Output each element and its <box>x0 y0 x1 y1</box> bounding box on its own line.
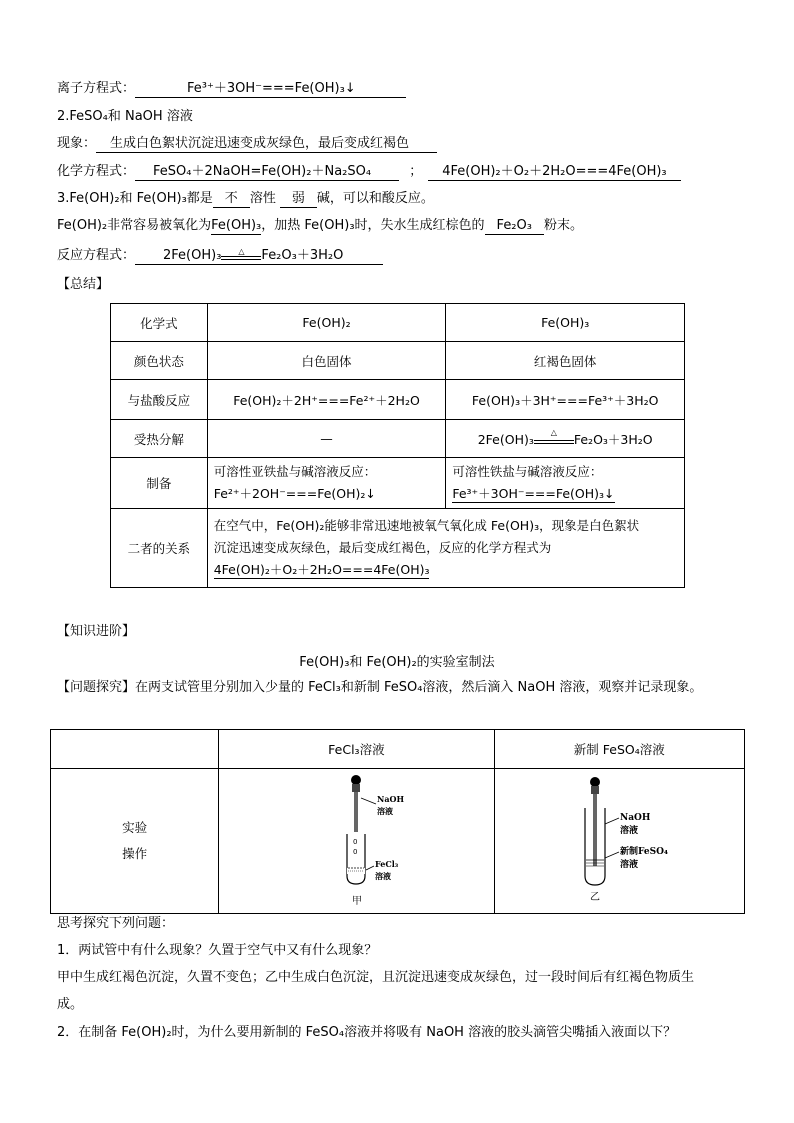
section-2-title: 2.FeSO₄和 NaOH 溶液 <box>57 109 193 124</box>
think-title: 思考探究下列问题： <box>57 916 175 931</box>
row-label-line-2: 操作 <box>122 846 148 861</box>
advanced-title: 【知识进阶】 <box>57 624 136 639</box>
chem-equation-label: 化学方程式： <box>57 164 136 179</box>
section-3-line <box>57 190 434 208</box>
prep-desc-a: 可溶性亚铁盐与碱溶液反应： <box>213 464 377 479</box>
summary-cell: — <box>207 420 446 458</box>
label-naoh-a: NaOH <box>377 793 405 804</box>
heat-condition-arrow <box>534 428 574 447</box>
summary-header-cell: Fe(OH)₃ <box>446 304 685 342</box>
summary-row-name: 二者的关系 <box>111 509 208 588</box>
ionic-equation-line <box>57 80 406 98</box>
label-naoh-b: NaOH <box>620 812 651 823</box>
summary-title: 【总结】 <box>57 277 110 292</box>
test-tube-figure-yi <box>549 770 689 910</box>
summary-cell: 红褐色固体 <box>446 342 685 380</box>
summary-row <box>111 509 685 588</box>
section-3-blank-1: 不 <box>213 191 250 208</box>
experiment-header-cell: 新制 FeSO₄溶液 <box>494 730 744 769</box>
label-naoh-a-2: 溶液 <box>377 805 394 816</box>
experiment-header-row <box>51 730 745 769</box>
relation-text-1: 在空气中，Fe(OH)₂能够非常迅速地被氧气氧化成 Fe(OH)₃，现象是白色絮状 <box>213 518 640 533</box>
summary-header-row <box>111 304 685 342</box>
section-3-mid: 溶性 <box>249 191 276 206</box>
heat-symbol: △ <box>550 428 557 437</box>
figure-caption-jia: 甲 <box>352 895 363 907</box>
figure-caption-yi: 乙 <box>590 891 601 903</box>
oxidation-line <box>57 217 583 235</box>
row-label-line-1: 实验 <box>122 820 148 835</box>
experiment-row-label <box>51 769 219 914</box>
label-fecl3: FeCl₃ <box>375 858 399 869</box>
answer-1-line-1: 甲中生成红褐色沉淀，久置不变色；乙中生成白色沉淀，且沉淀迅速变成灰绿色，过一段时间后有红褐色物质生 <box>57 970 695 985</box>
relation-equation: 4Fe(OH)₂＋O₂＋2H₂O===4Fe(OH)₃ <box>213 562 430 577</box>
summary-row <box>111 380 685 420</box>
chem-equation-separator: ； <box>409 164 423 179</box>
summary-row-name: 颜色状态 <box>111 342 208 380</box>
summary-header-cell: 化学式 <box>111 304 208 342</box>
question-2: 2．在制备 Fe(OH)₂时，为什么要用新制的 FeSO₄溶液并将吸有 NaOH 溶液的胶头滴管尖嘴插入液面以下？ <box>57 1025 677 1040</box>
experiment-header-cell <box>51 730 219 769</box>
reaction-right: Fe₂O₃＋3H₂O <box>261 248 344 263</box>
prep-desc-b: 可溶性铁盐与碱溶液反应： <box>452 464 603 479</box>
summary-table <box>110 303 685 588</box>
question-intro <box>57 679 702 697</box>
reaction-equation-answer <box>135 248 383 265</box>
label-feso4-2: 溶液 <box>620 859 639 870</box>
reaction-left: 2Fe(OH)₃ <box>163 248 222 263</box>
summary-row <box>111 458 685 509</box>
decomp-right: Fe₂O₃＋3H₂O <box>573 431 653 447</box>
summary-row <box>111 342 685 380</box>
lab-method-title: Fe(OH)₃和 Fe(OH)₂的实验室制法 <box>299 655 495 670</box>
section-3-prefix: 3.Fe(OH)₂和 Fe(OH)₃都是 <box>57 191 213 206</box>
summary-cell: Fe(OH)₂＋2H⁺===Fe²⁺＋2H₂O <box>207 380 446 420</box>
summary-cell: 白色固体 <box>207 342 446 380</box>
oxidation-blank-1: Fe(OH)₃ <box>211 218 262 233</box>
summary-row <box>111 420 685 458</box>
chem-equation-1: FeSO₄＋2NaOH=Fe(OH)₂＋Na₂SO₄ <box>135 164 399 181</box>
ionic-equation-label: 离子方程式： <box>57 81 136 96</box>
decomp-left: 2Fe(OH)₃ <box>477 431 534 447</box>
summary-cell <box>446 458 685 509</box>
svg-text:0: 0 <box>353 847 358 856</box>
relation-text-2: 沉淀迅速变成灰绿色，最后变成红褐色，反应的化学方程式为 <box>213 540 552 555</box>
test-tube-figure-jia <box>286 770 426 910</box>
chem-equation-2: 4Fe(OH)₂＋O₂＋2H₂O===4Fe(OH)₃ <box>428 164 680 181</box>
ionic-equation-answer: Fe³⁺＋3OH⁻===Fe(OH)₃↓ <box>135 81 406 98</box>
experiment-table <box>50 729 745 914</box>
prep-eq-a: Fe²⁺＋2OH⁻===Fe(OH)₂↓ <box>213 486 376 501</box>
label-fecl3-2: 溶液 <box>375 870 392 881</box>
chem-equation-line <box>57 163 681 181</box>
heat-condition-arrow <box>221 246 261 263</box>
reaction-equation-label: 反应方程式： <box>57 248 136 263</box>
experiment-header-cell: FeCl₃溶液 <box>219 730 494 769</box>
label-feso4: 新制FeSO₄ <box>620 846 669 857</box>
question-intro-text: 在两支试管里分别加入少量的 FeCl₃和新制 FeSO₄溶液，然后滴入 NaOH 溶液，观察并记录现象。 <box>135 680 703 695</box>
experiment-figure-cell-b <box>494 769 744 914</box>
phenomenon-label: 现象： <box>57 136 97 151</box>
experiment-figure-cell-a <box>219 769 494 914</box>
summary-row-name: 受热分解 <box>111 420 208 458</box>
reaction-equation-line <box>57 247 383 265</box>
summary-row-name: 与盐酸反应 <box>111 380 208 420</box>
summary-row-name: 制备 <box>111 458 208 509</box>
summary-cell: Fe(OH)₃＋3H⁺===Fe³⁺＋3H₂O <box>446 380 685 420</box>
oxidation-blank-2: Fe₂O₃ <box>485 218 544 235</box>
question-1: 1．两试管中有什么现象？久置于空气中又有什么现象？ <box>57 943 378 958</box>
question-intro-label: 【问题探究】 <box>57 680 136 695</box>
summary-header-cell: Fe(OH)₂ <box>207 304 446 342</box>
summary-cell <box>446 420 685 458</box>
prep-eq-b: Fe³⁺＋3OH⁻===Fe(OH)₃↓ <box>452 486 615 501</box>
answer-1-line-2: 成。 <box>57 997 84 1012</box>
section-3-blank-2: 弱 <box>280 191 317 208</box>
summary-cell <box>207 458 446 509</box>
relation-cell <box>207 509 684 588</box>
phenomenon-answer: 生成白色絮状沉淀迅速变成灰绿色，最后变成红褐色 <box>96 136 437 153</box>
phenomenon-line <box>57 135 437 153</box>
experiment-row <box>51 769 745 914</box>
section-3-suffix: 碱，可以和酸反应。 <box>316 191 434 206</box>
label-naoh-b-2: 溶液 <box>620 825 639 836</box>
heat-symbol: △ <box>238 246 245 256</box>
oxidation-part-1: Fe(OH)₂非常容易被氧化为 <box>57 218 212 233</box>
oxidation-part-3: 粉末。 <box>543 218 583 233</box>
oxidation-part-2: ，加热 Fe(OH)₃时，失水生成红棕色的 <box>261 218 485 233</box>
svg-text:0: 0 <box>353 837 358 846</box>
